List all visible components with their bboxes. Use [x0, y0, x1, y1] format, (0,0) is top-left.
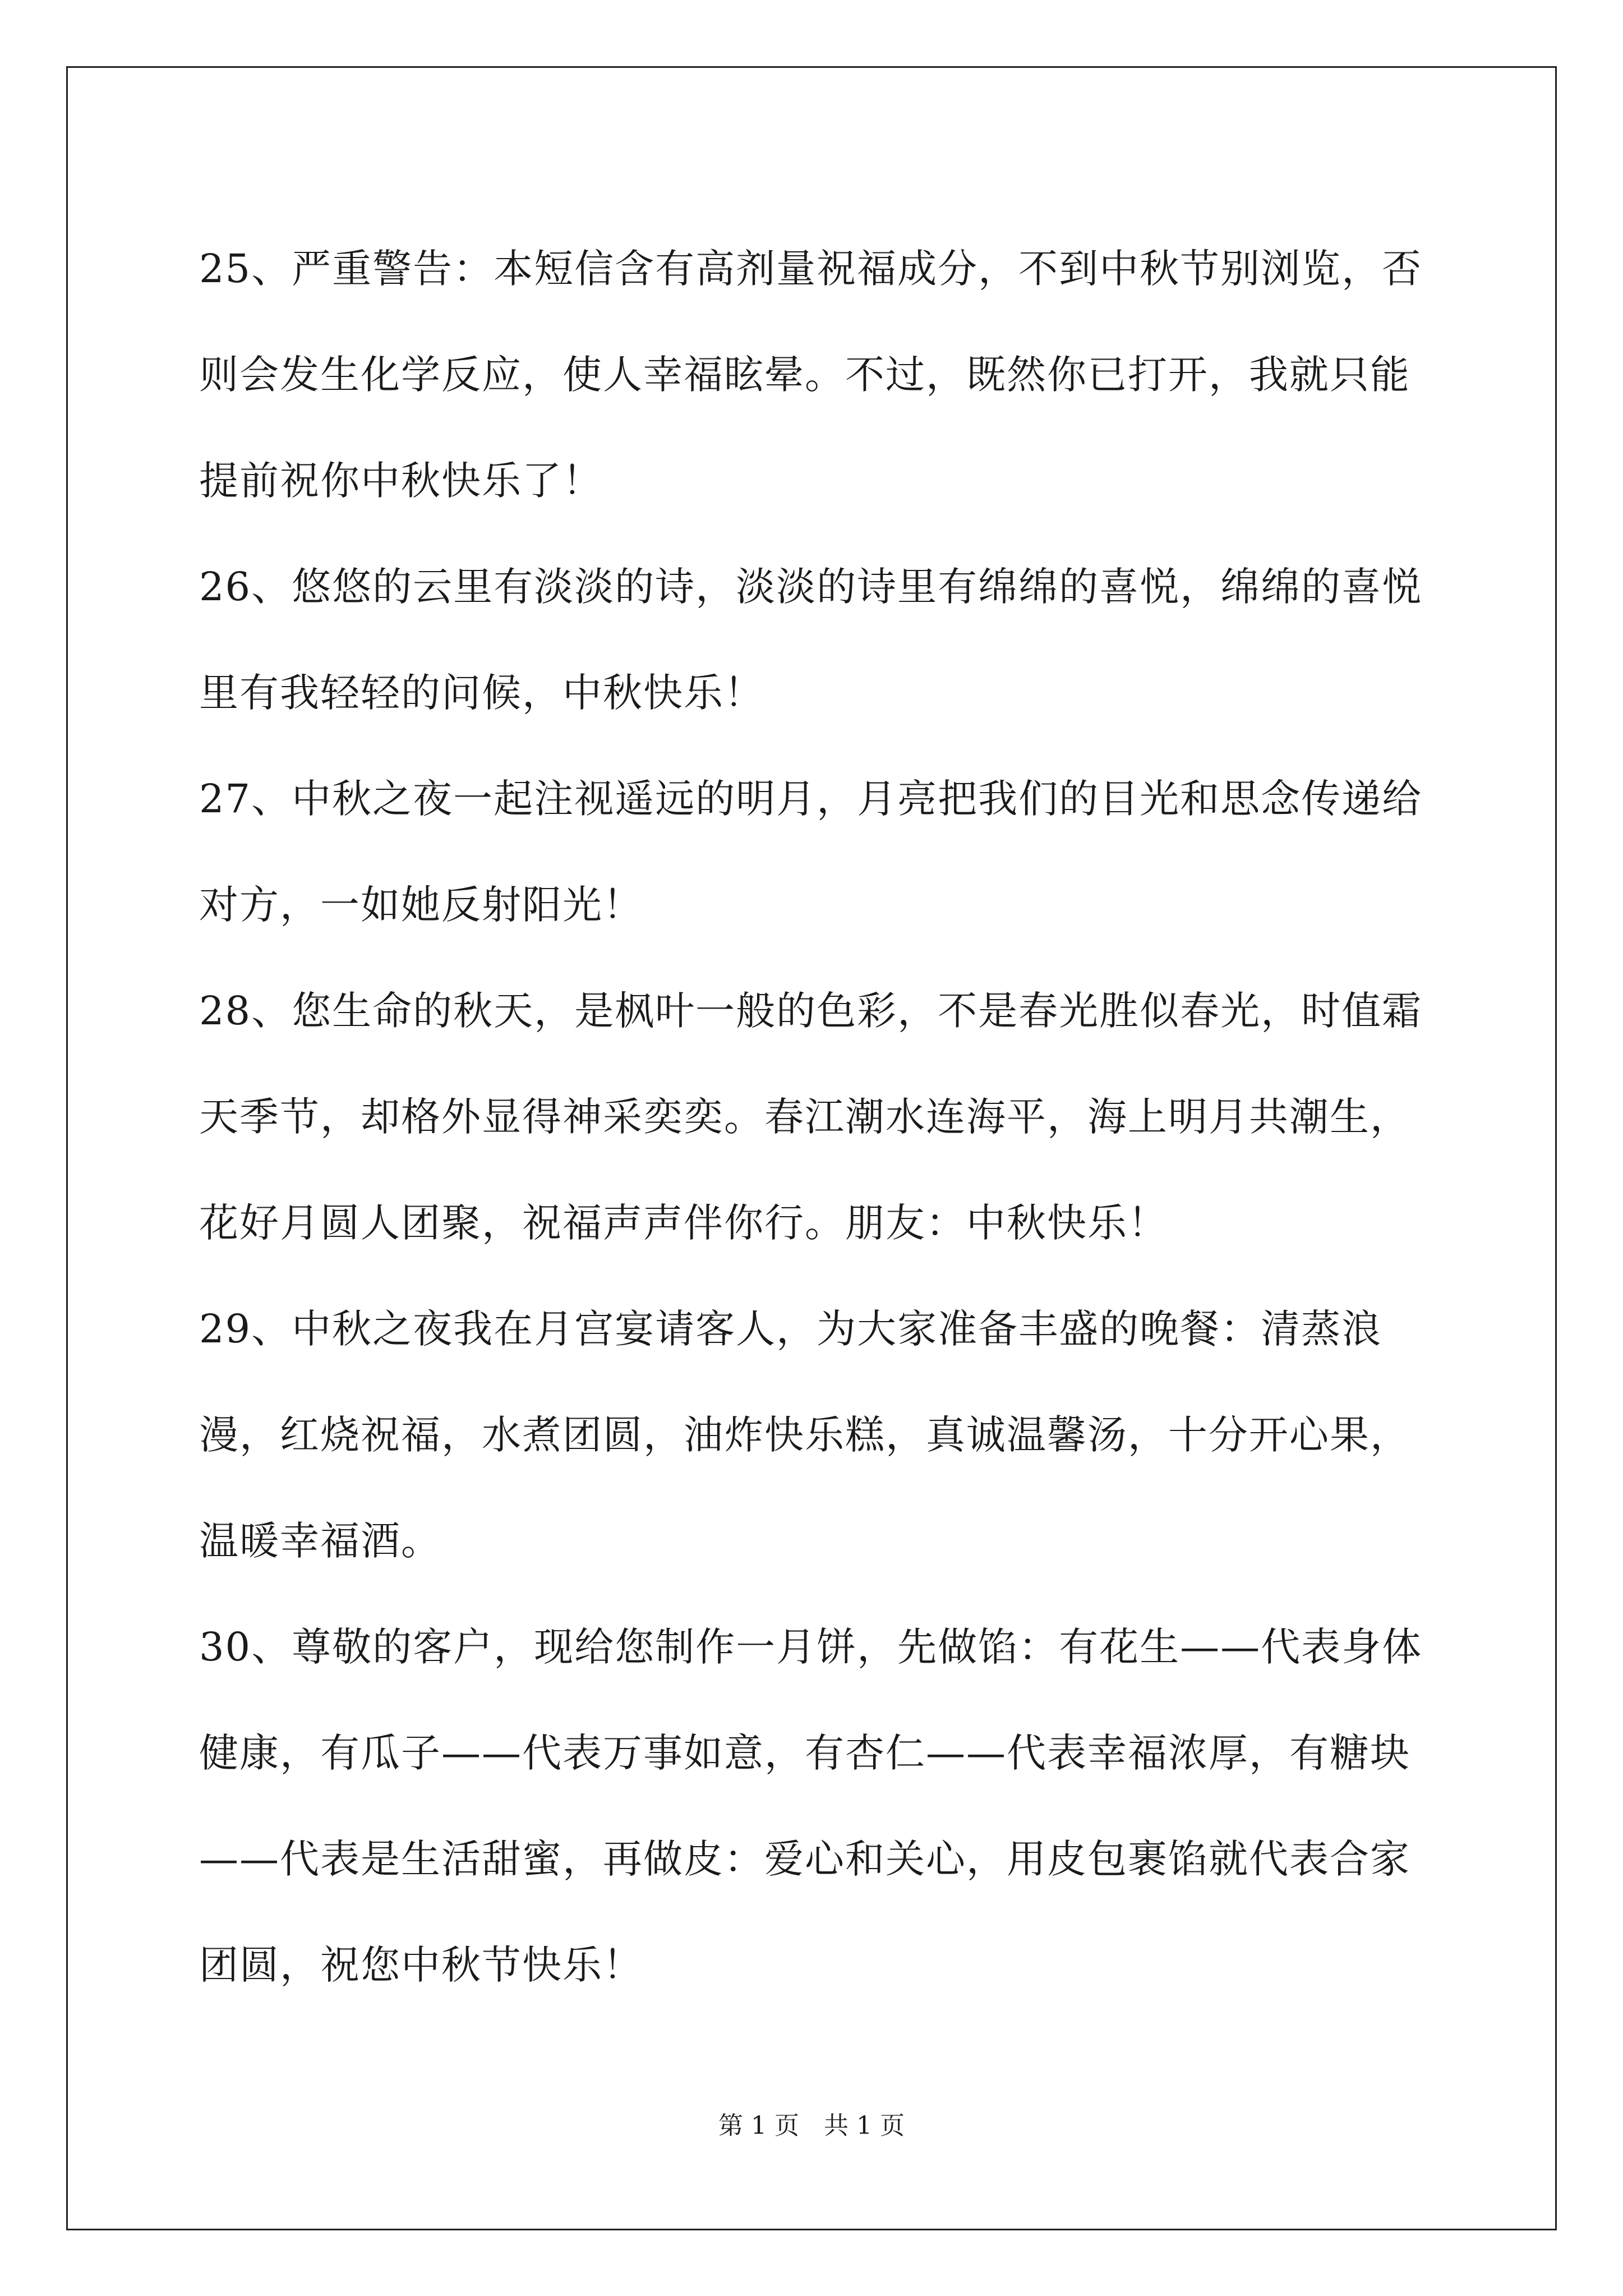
paragraph-28: 28、您生命的秋天，是枫叶一般的色彩，不是春光胜似春光，时值霜天季节，却格外显得神采奕奕。春江潮水连海平，海上明月共潮生，花好月圆人团聚，祝福声声伴你行。朋友：中秋快乐！	[199, 988, 1423, 1246]
document-body	[199, 216, 1433, 2018]
paragraph-25: 25、严重警告：本短信含有高剂量祝福成分，不到中秋节别浏览，否则会发生化学反应，使人幸福眩晕。不过，既然你已打开，我就只能提前祝你中秋快乐了！	[199, 246, 1423, 504]
page-footer: 第 1 页 共 1 页	[718, 2111, 905, 2140]
paragraph-30: 30、尊敬的客户，现给您制作一月饼，先做馅：有花生——代表身体健康，有瓜子——代表万事如意，有杏仁——代表幸福浓厚，有糖块——代表是生活甜蜜，再做皮：爱心和关心，用皮包裹馅就代表合家团圆，祝您中秋节快乐！	[199, 1624, 1423, 1988]
paragraph-29: 29、中秋之夜我在月宫宴请客人，为大家准备丰盛的晚餐：清蒸浪漫，红烧祝福，水煮团圆，油炸快乐糕，真诚温馨汤，十分开心果，温暖幸福酒。	[199, 1306, 1410, 1564]
paragraph-27: 27、中秋之夜一起注视遥远的明月，月亮把我们的目光和思念传递给对方，一如她反射阳光！	[199, 776, 1423, 928]
paragraph-26: 26、悠悠的云里有淡淡的诗，淡淡的诗里有绵绵的喜悦，绵绵的喜悦里有我轻轻的问候，中秋快乐！	[199, 564, 1423, 716]
